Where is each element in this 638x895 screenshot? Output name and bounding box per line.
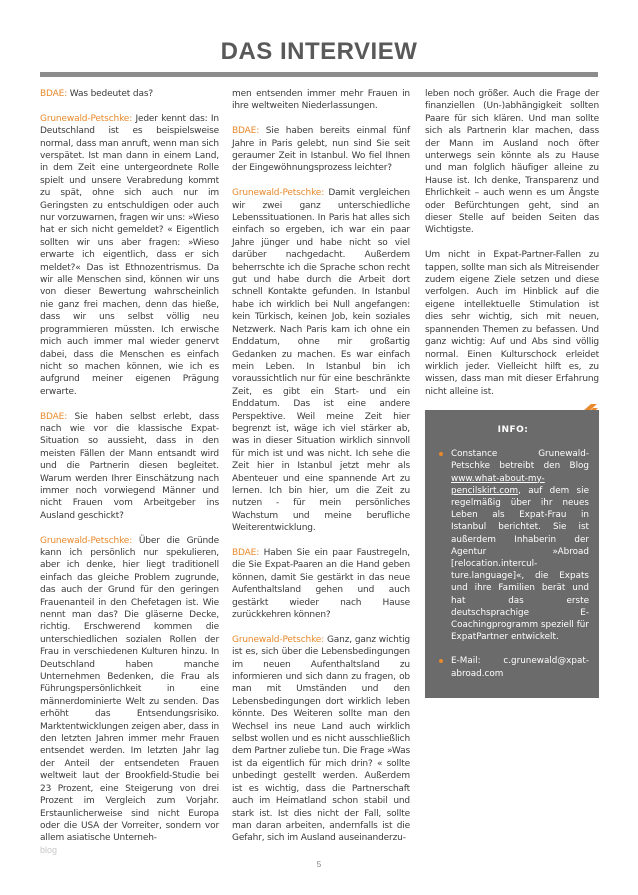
question-text: Sie haben bereits einmal fünf Jahre in Paris gelebt, nun sind Sie seit geraumer Zeit in Istanbul. Wo fiel Ihnen der Eingewöhnungsprozess leichter?	[232, 126, 411, 174]
answer-text: Damit vergleichen wir zwei ganz unterschiedliche Lebenssituationen. In Paris hat alles sich einfach so ergeben, ich war ein paar Jahre jünger und habe nicht so viel darüber nachgedacht. Außerdem beherrschte ich die Sprache schon recht gut und habe durch die Arbeit dort schnell Kontakte gefunden. In Istanbul habe ich wirklich bei Null angefangen: kein Türkisch, keinen Job, kein soziales Netzwerk. Nach Paris kam ich ohne ein Enddatum, ohne mir großartig Gedanken zu machen. Es war einfach mein Leben. In Istanbul bin ich voraussichtlich nur für eine beschränkte Zeit, es gibt ein Start- und ein Enddatum. Das ist eine andere Perspektive. Weil meine Zeit hier begrenzt ist, wäge ich viel stärker ab, was in dieser Situation wirklich sinnvoll für mich ist und was nicht. Ich sehe die Zeit hier in Istanbul jetzt mehr als Abenteuer und eine spannende Art zu lernen. Ich bin hier, um die Zeit zu nutzen - für mein persönliches Wachstum und meine berufliche Weiterentwicklung.	[232, 188, 410, 534]
info-text: Constance Grunewald-Petschke betreibt den Blog	[451, 449, 589, 472]
speaker-grunewald: Grunewald-Petschke:	[40, 113, 133, 124]
bullet-icon	[439, 659, 443, 663]
answer-text: Jeder kennt das: In Deutschland ist es beispielsweise normal, dass man anruft, wenn man sich verspätet. Ist man dann in einem Land, in dem Zeit eine untergeordnete Rolle spielt und unsere Verabredung kommt zu spät, ohne sich auch nur im Geringsten zu entschuldigen oder auch nur vorzuwarnen, fragen wir uns: »Wieso hat er sich nicht gemeldet? « Eigentlich sollten wir uns aber fragen: »Wieso erwarte ich eigentlich, dass er sich meldet?« Das ist Ethnozentrismus. Da wir alle Menschen sind, können wir uns von dieser Bewertung wahrscheinlich nie ganz frei machen, denn das hieße, dass wir uns selbst völlig neu programmieren müssten. Ich erwische mich auch immer mal wieder genervt dabei, dass die Menschen es einfach nicht so machen können, wie ich es aufgrund meiner eigenen Prägung erwarte.	[40, 113, 219, 397]
answer-text: Über die Gründe kann ich persönlich nur spekulieren, aber ich denke, hier liegt traditionell einfach das gleiche Problem zugrunde, das auch der Grund für den geringen Frauenanteil in den Chefetagen ist. Wie nennt man das? Die gläserne Decke, richtig. Erschwerend kommen die unterschiedlichen sozialen Rollen der Frau in verschiedenen Kulturen hinzu. In Deutschland haben manche Unternehmen Bedenken, die Frau als Führungspersönlichkeit in eine männerdominierte Welt zu senden. Das erhöht das Entsendungsrisiko. Marktentwicklungen zeigen aber, dass in den letzten Jahren immer mehr Frauen entsendet werden. Im letzten Jahr lag der Anteil der entsendeten Frauen weltweit laut der Brookfield-Studie bei 23 Prozent, eine Steigerung von drei Prozent im Vergleich zum Vorjahr. Erstaunlicherweise sind nicht Europa oder die USA der Vorreiter, sondern vor allem asiatische Unterneh-	[40, 535, 219, 844]
answer-paragraph	[40, 113, 219, 398]
info-text: , auf dem sie regelmäßig über ihr neues Leben als Expat-Frau in Istanbul berichtet. Sie ist außerdem Inhaberin der Agentur »Abroad [relocation.intercul-ture.language]«, die Expats und ihre Familien berät und hat das erste deutschsprachige E-Coachingprogramm speziell für ExpatPartner entwickelt.	[451, 485, 589, 643]
email-text[interactable]: E-Mail: c.grunewald@xpat-abroad.com	[451, 656, 589, 679]
column-1	[40, 88, 219, 857]
answer-continuation: leben noch größer. Auch die Frage der finanziellen (Un-)abhängigkeit sollten Paare für sich klären. Und man sollte sich als Partnerin klar machen, dass der Mann im Ausland noch öfter unterwegs sein könnte als zu Hause und man folglich häufiger alleine zu Hause ist. Ich denke, Transparenz und Ehrlichkeit – auch wenn es um Ängste oder Befürchtungen geht, sind an dieser Stelle auf beiden Seiten das Wichtigste.	[425, 89, 599, 236]
column-3	[425, 88, 599, 419]
speaker-bdae: BDAE:	[232, 126, 260, 137]
column-2	[232, 88, 410, 857]
footer-label: blog	[40, 845, 58, 855]
speaker-grunewald: Grunewald-Petschke:	[232, 188, 325, 199]
question-text: Was bedeutet das?	[69, 89, 153, 99]
speaker-grunewald: Grunewald-Petschke:	[232, 634, 325, 645]
answer-paragraph	[232, 187, 410, 534]
question-paragraph	[40, 411, 219, 523]
answer-continuation: men entsenden immer mehr Frauen in ihre weltweiten Niederlassungen.	[232, 89, 410, 112]
answer-paragraph	[40, 535, 219, 845]
question-paragraph	[40, 88, 219, 100]
page-title: DAS INTERVIEW	[220, 38, 418, 65]
question-text: Haben Sie ein paar Faustregeln, die Sie Expat-Paaren an die Hand geben können, damit Sie gestärkt in das neue Aufenthaltsland gehen und auch gestärkt wieder nach Hause zurückkehren können?	[232, 547, 410, 621]
speaker-grunewald: Grunewald-Petschke:	[40, 535, 133, 546]
speaker-bdae: BDAE:	[40, 411, 68, 422]
title-divider	[40, 72, 598, 77]
answer-paragraph	[232, 634, 410, 845]
speaker-bdae: BDAE:	[40, 89, 68, 99]
page-number: 5	[316, 860, 322, 869]
answer-paragraph: Um nicht in Expat-Partner-Fallen zu tappen, sollte man sich als Mitreisender zudem eigene Ziele setzen und diese verfolgen. Auch im Hinblick auf die eigene intellektuelle Stimulation ist dies sehr wichtig, sich mit neuen, spannenden Themen zu befassen. Und ganz wichtig: Auf und Abs sind völlig normal. Einen Kulturschock erleidet wirklich jeder. Vielleicht hilft es, zu wissen, dass man mit dieser Erfahrung nicht alleine ist.	[425, 250, 599, 397]
info-title: INFO:	[497, 425, 529, 435]
question-paragraph	[232, 547, 410, 621]
speaker-bdae: BDAE:	[232, 547, 260, 558]
blog-link[interactable]: www.what-about-my-pencilskirt.com	[451, 473, 545, 496]
bullet-icon	[439, 452, 443, 456]
answer-text: Ganz, ganz wichtig ist es, sich über die Lebensbedingungen im neuen Aufenthaltsland zu informieren und sich dann zu fragen, ob man mit Umständen und den Lebensbedingungen dort wirklich leben könnte. Des Weiteren sollte man den Wechsel ins neue Land auch wirklich selbst wollen und es nicht ausschließlich dem Partner zuliebe tun. Die Frage »Was ist da eigentlich für mich drin? « sollte unbedingt gestellt werden. Außerdem ist es wichtig, dass die Partnerschaft auch im Heimatland schon stabil und stark ist. Ist dies nicht der Fall, sollte man daran arbeiten, andernfalls ist die Gefahr, sich im Ausland auseinanderzu-	[232, 634, 410, 844]
info-box	[425, 410, 599, 698]
info-item	[437, 448, 589, 643]
info-item-email	[437, 655, 589, 679]
question-text: Sie haben selbst erlebt, dass nach wie vor die klassische Expat-Situation so aussieht, dass in den meisten Fällen der Mann entsandt wird und die Partnerin diesen begleitet. Warum werden Ihrer Einschätzung nach immer noch vorwiegend Männer und nicht Frauen vom Arbeitgeber ins Ausland geschickt?	[40, 411, 219, 521]
question-paragraph	[232, 125, 410, 175]
